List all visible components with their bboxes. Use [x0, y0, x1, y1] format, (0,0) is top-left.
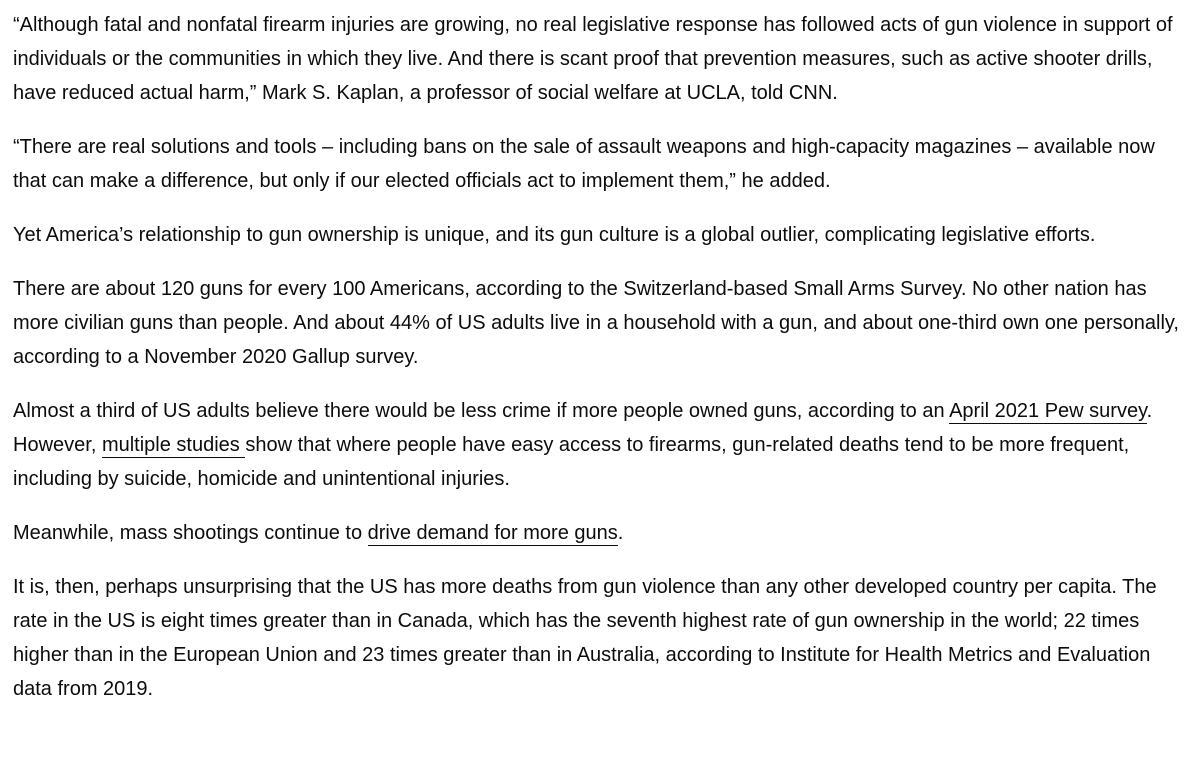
multiple-studies-link[interactable]: multiple studies [101, 434, 246, 456]
text-segment: Almost a third of US adults believe there would be less crime if more people owned guns, according to an [13, 400, 950, 422]
text-segment: Meanwhile, mass shootings continue to [13, 522, 368, 544]
paragraph-mass-shootings [13, 516, 1193, 550]
paragraph-gun-statistics: There are about 120 guns for every 100 Americans, according to the Switzerland-based Small Arms Survey. No other nation has more civilian guns than people. And about 44% of US adults live in a household with a gun, and about one-third own one personally, according to a November 2020 Gallup survey. [13, 278, 1179, 368]
drive-demand-for-more-guns-link[interactable]: drive demand for more guns [367, 522, 618, 544]
paragraph-pew-survey [13, 394, 1193, 496]
text-segment: show that where people have easy access to firearms, gun-related deaths tend to be more frequent, including by suicide, homicide and unintentional injuries. [13, 434, 1130, 490]
paragraph-gun-culture: Yet America’s relationship to gun ownership is unique, and its gun culture is a global outlier, complicating legislative efforts. [13, 224, 1096, 246]
paragraph-death-rates: It is, then, perhaps unsurprising that the US has more deaths from gun violence than any other developed country per capita. The rate in the US is eight times greater than in Canada, which has the seventh highest rate of gun ownership in the world; 22 times higher than in the European Union and 23 times greater than in Australia, according to Institute for Health Metrics and Evaluation data from 2019. [13, 576, 1157, 700]
article-body [13, 8, 1193, 726]
text-segment: . [617, 522, 624, 544]
paragraph-kaplan-quote: “Although fatal and nonfatal firearm injuries are growing, no real legislative response has followed acts of gun violence in support of individuals or the communities in which they live. And there is scant proof that prevention measures, such as active shooter drills, have reduced actual harm,” Mark S. Kaplan, a professor of social welfare at UCLA, told CNN. [13, 14, 1173, 104]
text-segment: . However, [13, 400, 1153, 456]
april-2021-pew-survey-link[interactable]: April 2021 Pew survey [949, 400, 1147, 422]
paragraph-solutions-quote: “There are real solutions and tools – including bans on the sale of assault weapons and high-capacity magazines – available now that can make a difference, but only if our elected officials act to implement them,” he added. [13, 136, 1155, 192]
